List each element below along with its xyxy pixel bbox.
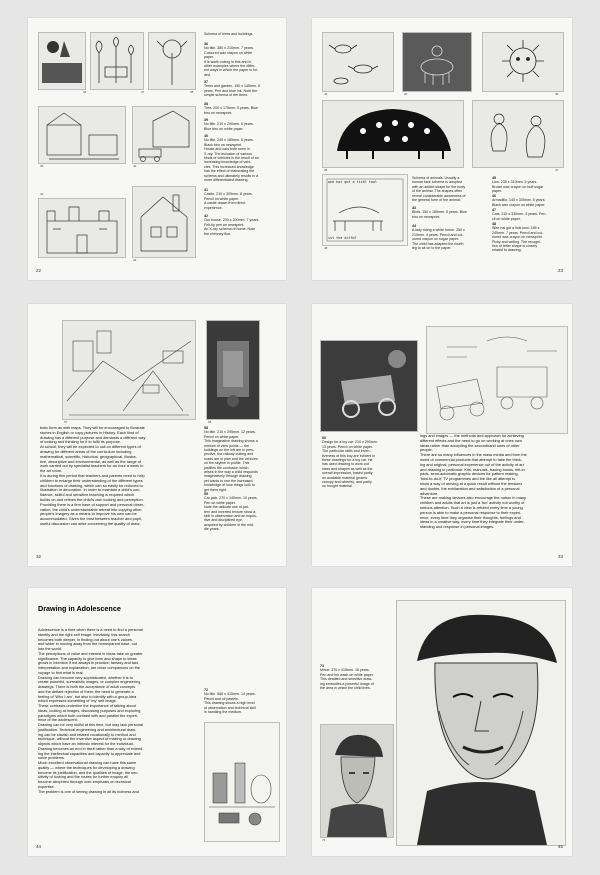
body-text: bolic form as with maps. They will be encouraged to illustrate stories in English or copy pictures in History. Each kind of drawing has a different purpose and demands a different way of looking and thinking for it to fulfil its purpose. At school, they will be expected to call on different types of drawing for different areas of the curriculum including mathematical, scientific, historical, geographical, illustra- tive, descriptive and environmental, as well as the range of work carried out by specialist teachers for an hour a week in the art room. It is during this period that teachers and parents need to help children to enlarge their understanding of the different types and functions of drawing, which can so easily be reduced to illustration or decoration. In order to maintain a child's con- fidence, skilful and sensitive teaching is required which builds on and refines the child's own looking and perception. Providing there is a firm base of support and personal obser- vation, the child's understandable retreat into copying other people's imagery as a means to improve his own can be accommodated. Given the trust between teacher and pupil, useful discussion can arise concerning the quality of draw-	[40, 425, 146, 526]
caption-text: Mirror. 370 x 415mm. 16 years. Pen and ink wash on white paper. This detailed and sensitive draw- ing embodies a powerful image of the area in which the child lives.	[320, 668, 374, 691]
figure-46	[322, 100, 464, 168]
figure-58	[206, 320, 260, 420]
caption-58	[204, 426, 282, 492]
caption-37	[204, 80, 284, 98]
figure-number: 46	[324, 168, 328, 172]
figure-45	[482, 32, 564, 92]
caption-36	[204, 42, 284, 77]
caption-text: No title. 210 x 295mm. 12 years. Pencil on white paper. This imaginative drawing shows a mixture of view points — the buildings on the left are in pers- pective, the railway cutting and roads are in plan and the vehicles on the skyline in profile. This justifies the confusion which arises in the way a child responds imaginatively through drawing yet wants to use the increased knowledge of how things look to get them right.	[204, 430, 258, 492]
caption-intro: Schema of trees and buildings.	[204, 32, 254, 36]
figure-number: 48	[324, 246, 328, 250]
caption-text: Castle. 210 x 305mm. 8 years. Pencil on white paper. A castle drawn from direct experience.	[204, 192, 253, 210]
page-22	[28, 18, 286, 280]
caption-38	[204, 102, 284, 115]
figure-number: 37	[141, 90, 145, 94]
caption-id: 59	[204, 492, 208, 496]
caption-id: 38	[204, 102, 208, 106]
caption-id: 72	[204, 688, 208, 692]
caption-id: 40	[204, 134, 208, 138]
figure-number: 45	[555, 92, 559, 96]
figure-72	[204, 722, 280, 842]
caption-text: Lion. 235 x 310mm. 5 years. Brown wax crayon on buff sugar paper.	[492, 180, 544, 194]
section-heading: Drawing in Adolescence	[38, 604, 121, 613]
caption-id: 48	[492, 222, 496, 226]
page-number: 32	[36, 554, 42, 559]
caption-id: 45	[492, 176, 496, 180]
figure-60-drawing	[426, 326, 568, 434]
caption-id: 36	[204, 42, 208, 46]
figure-number: 57	[64, 420, 68, 424]
caption-id: 60	[322, 436, 326, 440]
caption-39	[204, 118, 284, 131]
caption-text: Tree. 200 x 175mm. 5 years. Blue biro on newsprint.	[204, 106, 258, 115]
caption-44	[412, 224, 486, 250]
caption-id: 73	[320, 664, 324, 668]
caption-id: 44	[412, 224, 416, 228]
page-32	[28, 304, 286, 566]
figure-40	[132, 106, 196, 164]
caption-text: Cats. 215 x 330mm. 4 years. Pen- cil on white paper.	[492, 212, 547, 221]
caption-59	[204, 492, 282, 532]
page-44	[28, 588, 286, 856]
figure-43	[322, 32, 394, 92]
figure-number: 36	[83, 90, 87, 94]
body-text: Adolescence is a time when there is a need to find a personal identity and the right self image. Inevitably, this search becomes both deeper, in finding out about one's values, and wider in moving away from the home/parent base, out into the world. The perceptions of value and interest in ideas take on greater significance. The capacity to give form and shape to ideas grows in intention if not always in practice; fantasy and fact, interpretation and explanation, are close companions on the voyage to find what is real. Drawing can become very sophisticated, whether it is to create powerful, surrealistic images, or complex engineering drawings. There is both the acceptance of adult concepts and the defiant rejection of them; the need to generate a feeling of 'Who I am', but also to identify with a group-idea which expresses something of 'my' self image. These contrasts underline the importance of talking about ideas, looking at images, discussing purposes and exploring paradigms which both contrast with and parallel the experi- ence of the adolescent. Drawing can be very skilful at this time, but may lack personal justification. Technical engineering and architectural draw- ing can be slavish and related vocationally to method and technique, without the inventive aspect of making or drawing objects which have an intrinsic interest for the individual. Drawing becomes an end in itself rather than a way of extend- ing the intellectual capacities and capacity to appreciate and solve problems. Much excellent observational drawing can have this same quality — where the techniques for developing a drawing become its justification, and the qualities of image, the sen- sitivity of looking and the routes for further enquiry all become atrophied through over-emphasis on technical expertise. The problem is one of seeing drawing in all its richness and	[38, 628, 144, 794]
caption-43	[412, 206, 486, 219]
caption-id: 47	[492, 208, 496, 212]
page-number: 33	[558, 554, 564, 559]
caption-47	[492, 208, 568, 221]
page-number: 22	[36, 268, 42, 273]
page-45	[312, 588, 572, 856]
caption-id: 42	[204, 214, 208, 218]
caption-text: Armadillo. 145 x 305mm. 5 years. Black wax crayon on white paper.	[492, 198, 546, 207]
figure-42	[132, 186, 196, 258]
handwriting-line: wee hai got a tickl towl	[328, 180, 377, 184]
figure-47	[472, 100, 564, 168]
caption-text: No title. 560 x 415mm. 14 years. Pencil and oil pastels. This drawing shows a high level of observation and technical skill in handling the medium.	[204, 692, 256, 715]
caption-id: 37	[204, 80, 208, 84]
handwriting-line: ist the diffm?	[328, 236, 357, 240]
caption-id: 58	[204, 426, 208, 430]
caption-id: 41	[204, 188, 208, 192]
caption-text: No title. 245 x 185mm. 6 years. Black biro on newsprint. House and cars both seen in X-ray. The inclusion of various kinds of vehicles is the result of an increasing knowledge of vehi- cles. This increased knowledge has the effect of elaborating the schema and ultimately results in a more differentiated drawing.	[204, 138, 259, 183]
caption-text: No title. 210 x 290mm. 6 years. Blue biro on white paper.	[204, 122, 254, 131]
figure-number: 43	[324, 92, 328, 96]
figure-44	[402, 32, 472, 92]
figure-number: 38	[190, 90, 194, 94]
caption-48	[492, 222, 568, 253]
figure-number: 74	[322, 838, 326, 842]
page-number: 23	[558, 268, 564, 273]
caption-42	[204, 214, 284, 236]
figure-number: 42	[133, 258, 137, 262]
caption-text: Birds. 150 x 185mm. 5 years. Blue biro on newsprint.	[412, 210, 467, 219]
caption-text: Car jack. 270 x 140mm. 10 years. Pen on white paper. Note the delicate use of pat- tern and inverted texture show a skill in observation and an inquis- itive and disciplined eye, acquired by children in the mid- dle years.	[204, 496, 258, 532]
figure-number: 40	[133, 164, 137, 168]
caption-text: No title. 380 x 210mm. 7 years. Coloured wax crayon on white paper. It is worth noting in this and in other examples where the differ- ent ways in which the paper is fol- ded.	[204, 46, 258, 77]
caption-60	[322, 436, 416, 489]
figure-number: 39	[40, 164, 44, 168]
caption-text: Our house. 200 x 200mm. 7 years. Felt-tip pen on newsprint. An X-ray schema of home. Note the chimney flue.	[204, 218, 260, 236]
figure-36	[38, 32, 86, 90]
caption-text: Wee hai got a tickl towl. 185 x 240mm. 7 years. Pencil and col- oured wax crayon on newsprint. Picky and writing. The recogni- tion of letter shape is closely related to drawing.	[492, 226, 544, 253]
figure-57	[62, 320, 196, 420]
caption-id: 39	[204, 118, 208, 122]
caption-46	[492, 194, 568, 207]
page-number: 45	[558, 844, 564, 849]
figure-41	[38, 198, 126, 258]
caption-text: A lady riding a white horse. 250 x 210mm. 4 years. Pencil and col- oured crayon on sugar paper. The child has adapted the fourth leg to sit on to the paper.	[412, 228, 465, 251]
figure-39	[38, 106, 126, 164]
figure-74	[320, 724, 394, 838]
figure-number: 41	[40, 192, 44, 196]
figure-60-photo	[320, 340, 418, 432]
caption-40	[204, 134, 284, 182]
schema-of-animals-text: Schema of animals. Usually a human face scheme is adopted with an added shape for the body of the animal. The shapes often reveal considerable awareness of the general form of the animal.	[412, 176, 466, 203]
caption-id: 43	[412, 206, 416, 210]
page-33	[312, 304, 572, 566]
figure-37	[90, 32, 144, 90]
caption-text: Trees and garden. 150 x 145mm. 5 years. Pen and blue ink. Note the simple schema of the trees.	[204, 84, 261, 98]
caption-41	[204, 188, 284, 210]
page-number: 44	[36, 844, 42, 849]
figure-number: 47	[555, 168, 559, 172]
figure-73	[396, 600, 566, 846]
figure-number: 44	[404, 92, 408, 96]
body-text: ings and images — the methods and approach for achieving different effects and the need to go on working at ones own ideas rather than accepting the secondhand ones of other people. There are so many influences in the mass media and from the world of commercial products that attempt to take the think- ing and original, personal experience out of the activity of art and drawing in particular. Kits, manuals, tracing books, felt-in pads, semi-automatic graphic devices for pattern making, 'how-to-do-it' TV programmes and the like all attempt to show a way of arriving at a quick result without the tensions and doubts, the exhilaration and satisfaction of a personal adventure. These are making devices also encourage the notion in many children and adults that art is just a 'fun' activity not worthy of serious attention. Such a view is refuted every time a young person is able to make a personal response to their experi- ence, every time they organise their thoughts, feelings and ideas in a creative way, every time they integrate their under- standing and response in personal images.	[420, 433, 527, 530]
caption-id: 46	[492, 194, 496, 198]
figure-38	[148, 32, 196, 90]
page-23	[312, 18, 572, 280]
caption-73	[320, 664, 396, 690]
figure-number: 58	[208, 420, 212, 424]
caption-72	[204, 688, 282, 714]
caption-45	[492, 176, 568, 194]
caption-text: Design for a toy car. 210 x 290mm. 13 years. Pencil on white paper. The particular skills and inven- tiveness of this boy are evident in these drawings for a toy car. He has used drawing to work out sizes and shapes as well as the overall impression, based partly on available material (prams canopy and wheels), and partly on bought material.	[322, 440, 378, 489]
